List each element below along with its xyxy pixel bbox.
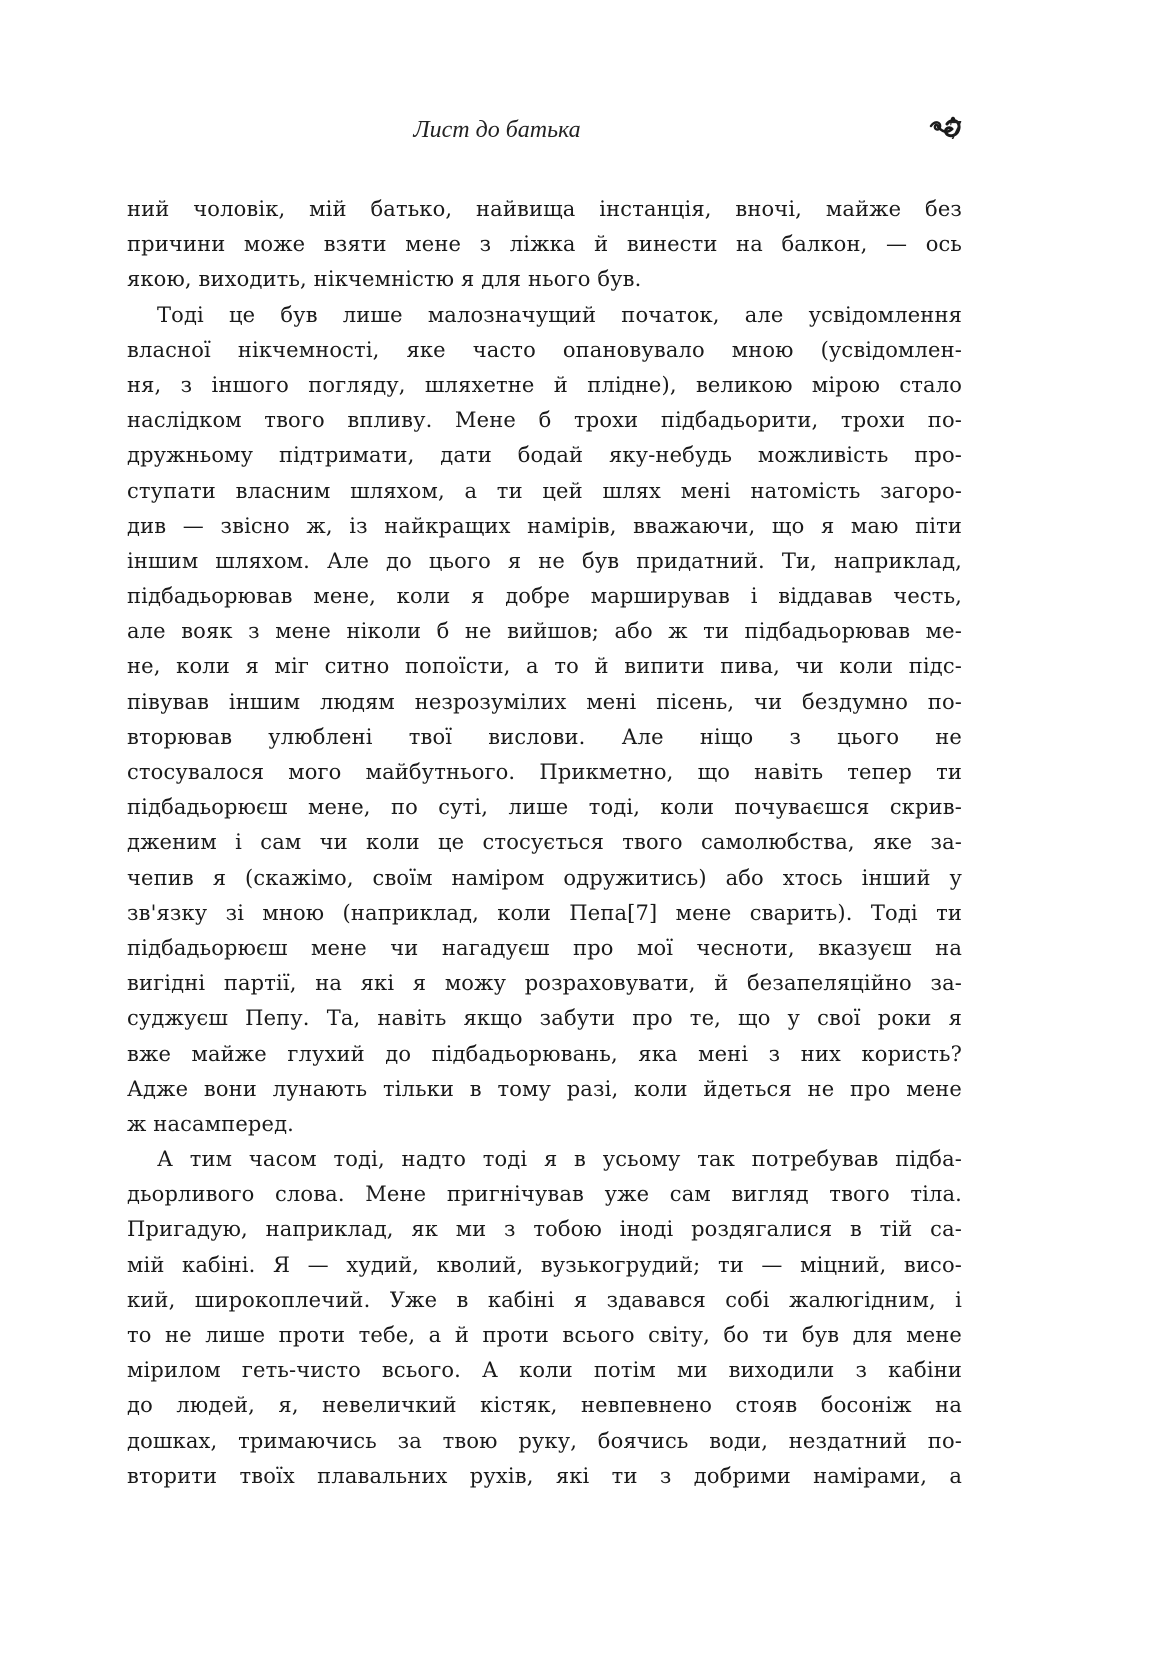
text-line: А тим часом тоді, надто тоді я в усьому так потребував підба- [157,1147,962,1172]
text-line: Адже вони лунають тільки в тому разі, коли йдеться не про мене [127,1076,962,1101]
text-line: підбадьорюєш мене, по суті, лише тоді, коли почуваєшся скрив- [127,795,962,820]
text-line: вигідні партії, на які я можу розраховувати, й безапеляційно за- [127,971,962,996]
text-line: див — звісно ж, із найкращих намірів, вважаючи, що я маю піти [127,513,962,538]
text-line: причини може взяти мене з ліжка й винести на балкон, — ось [127,232,962,257]
text-line: ж насамперед. [127,1111,294,1136]
text-line: іншим шляхом. Але до цього я не був придатний. Ти, наприклад, [127,548,962,573]
text-line: мій кабіні. Я — худий, кволий, вузькогрудий; ти — міцний, висо- [127,1252,962,1277]
text-line: півував іншим людям незрозумілих мені пісень, чи бездумно по- [127,689,962,714]
text-line: Пригадую, наприклад, як ми з тобою іноді роздягалися в тій са- [127,1217,962,1242]
text-line: вторити твоїх плавальних рухів, які ти з добрими намірами, а [127,1463,962,1488]
text-line: то не лише проти тебе, а й проти всього світу, бо ти був для мене [127,1323,962,1347]
text-line: кий, широкоплечий. Уже в кабіні я здавався собі жалюгідним, і [127,1287,962,1312]
text-line: стосувалося мого майбутнього. Прикметно, що навіть тепер ти [127,760,962,784]
text-line: дружньому підтримати, дати бодай яку-небудь можливість про- [127,443,962,468]
text-line: але вояк з мене ніколи б не вийшов; або ж ти підбадьорював ме- [127,619,962,644]
text-line: дженим і сам чи коли це стосується твого самолюбства, яке за- [127,830,962,855]
text-line: підбадьорюєш мене чи нагадуєш про мої чесноти, вказуєш на [127,935,962,960]
text-line: до людей, я, невеличкий кістяк, невпевнено стояв босоніж на [127,1393,962,1418]
text-line: зв'язку зі мною (наприклад, коли Пепа[7] мене сварить). Тоді ти [127,900,962,925]
text-line: підбадьорював мене, коли я добре марширував і віддавав честь, [127,584,962,609]
text-line: не, коли я міг ситно попоїсти, а то й випити пива, чи коли підс- [127,654,962,679]
text-line: чепив я (скажімо, своїм наміром одружитись) або хтось інший у [127,865,962,890]
paragraph [127,1142,962,1494]
text-line: ня, з іншого погляду, шляхетне й плідне), великою мірою стало [127,372,962,397]
text-line: дьорливого слова. Мене пригнічував уже сам вигляд твого тіла. [127,1182,962,1207]
text-line: мірилом геть-чисто всього. А коли потім ми виходили з кабіни [127,1358,962,1383]
text-line: ступати власним шляхом, а ти цей шлях мені натомість загоро- [127,478,962,503]
paragraph [127,298,962,1143]
text-line: дошках, тримаючись за твою руку, боячись води, нездатний по- [127,1428,962,1453]
running-title: Лист до батька [413,117,581,143]
text-line: власної нікчемності, яке часто опановувало мною (усвідомлен- [127,337,962,362]
text-line: ний чоловік, мій батько, найвища інстанція, вночі, майже без [127,197,962,221]
text-line: суджуєш Пепу. Та, навіть якщо забути про те, що у свої роки я [127,1006,962,1031]
text-line: вже майже глухий до підбадьорювань, яка мені з них користь? [127,1041,962,1066]
running-header [127,110,962,150]
text-line: вторював улюблені твої вислови. Але ніщо з цього не [127,724,962,749]
text-line: наслідком твого впливу. Мене б трохи підбадьорити, трохи по- [127,408,962,433]
body-text [127,192,962,1494]
text-line: якою, виходить, нікчемністю я для нього був. [127,267,642,292]
page-number: 7 [948,115,962,145]
text-line: Тоді це був лише малозначущий початок, але усвідомлення [157,302,962,327]
paragraph [127,192,962,298]
